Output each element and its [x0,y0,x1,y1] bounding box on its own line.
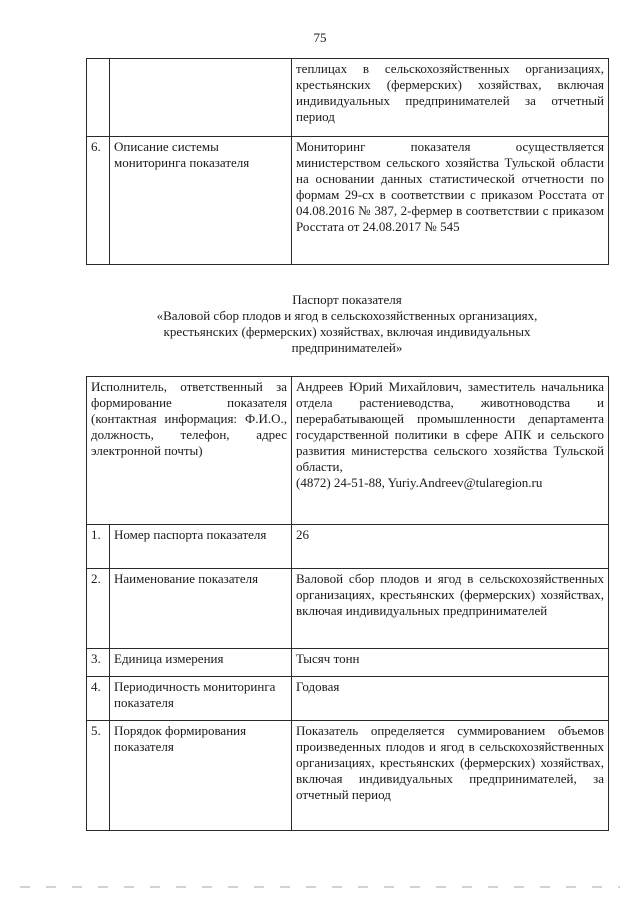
passport-subtitle-line: крестьянских (фермерских) хозяйствах, включая индивидуальных [163,324,531,339]
executor-value: Андреев Юрий Михайлович, заместитель начальника отдела растениеводства, животноводства и перерабатывающей промышленности департамента государственной политики в сфере АПК и сельского развития министерства сельского хозяйства Тульской области, [296,379,604,474]
executor-contact: (4872) 24-51-88, Yuriy.Andreev@tularegion.ru [296,475,543,490]
table-row [87,677,609,721]
row-number: 4. [87,677,110,721]
row-label: Порядок формирования показателя [110,721,292,831]
row-value: Показатель определяется суммированием объемов произведенных плодов и ягод в сельскохозяйственных организациях, крестьянских (фермерских) хозяйствах, включая индивидуальных предпринимателей, за отчетный период [292,721,609,831]
row-value: 26 [292,525,609,569]
executor-row [87,377,609,525]
table-row [87,569,609,649]
row-number: 5. [87,721,110,831]
row-label: Периодичность мониторинга показателя [110,677,292,721]
row-value: теплицах в сельскохозяйственных организациях, крестьянских (фермерских) хозяйствах, включая индивидуальных предпринимателей за отчетный период [292,59,609,137]
passport-subtitle-line: «Валовой сбор плодов и ягод в сельскохозяйственных организациях, [156,308,538,323]
row-number: 3. [87,649,110,677]
row-value: Тысяч тонн [292,649,609,677]
passport-title: Паспорт показателя [292,292,402,307]
row-number: 1. [87,525,110,569]
table-row [87,59,609,137]
scan-artifact-marks [20,886,620,888]
row-value: Годовая [292,677,609,721]
top-table-continuation [86,58,609,265]
page-number: 75 [313,30,327,45]
row-number [87,59,110,137]
passport-table [86,376,609,831]
row-value: Мониторинг показателя осуществляется министерством сельского хозяйства Тульской области на основании данных статистической отчетности по формам 29-сх в соответствии с приказом Росстата от 04.08.2016 № 387, 2-фермер в соответствии с приказом Росстата от 24.08.2017 № 545 [292,137,609,265]
row-label: Единица измерения [110,649,292,677]
table-row [87,721,609,831]
row-number: 6. [87,137,110,265]
row-label [110,59,292,137]
row-number: 2. [87,569,110,649]
passport-subtitle-line: предпринимателей» [291,340,403,355]
row-label: Номер паспорта показателя [110,525,292,569]
executor-value-cell [292,377,609,525]
row-label: Описание системы мониторинга показателя [110,137,292,265]
passport-heading [86,292,608,356]
table-row [87,525,609,569]
row-value: Валовой сбор плодов и ягод в сельскохозяйственных организациях, крестьянских (фермерских) хозяйствах, включая индивидуальных предпринимателей [292,569,609,649]
table-row [87,137,609,265]
table-row [87,649,609,677]
row-label: Наименование показателя [110,569,292,649]
executor-label: Исполнитель, ответственный за формирование показателя (контактная информация: Ф.И.О., должность, телефон, адрес электронной почты) [87,377,292,525]
